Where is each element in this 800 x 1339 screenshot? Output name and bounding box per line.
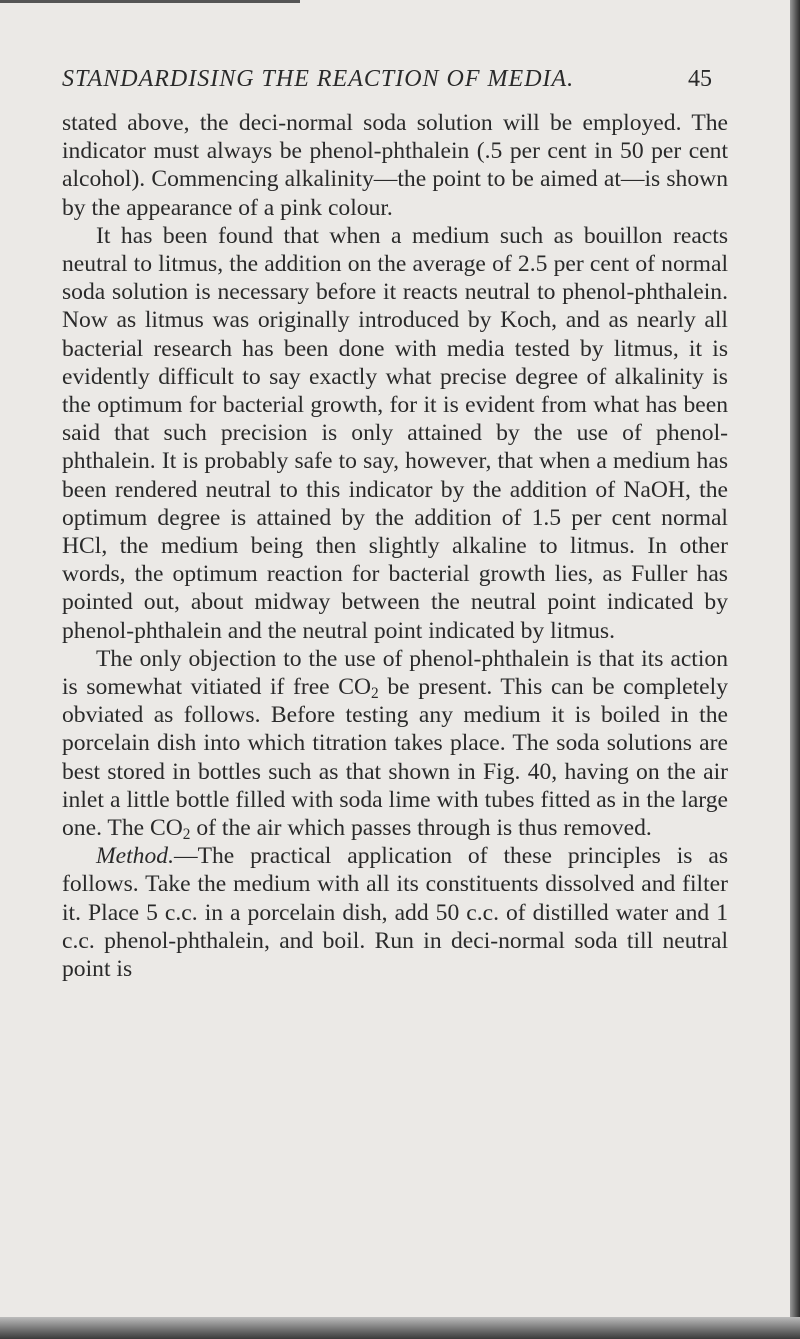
page-header [62, 66, 712, 93]
running-title: STANDARDISING THE REACTION OF MEDIA. [62, 66, 575, 92]
page-number: 45 [688, 66, 712, 92]
paragraph-3 [62, 645, 728, 842]
page-bottom-edge [0, 1317, 800, 1339]
page-top-edge [0, 0, 300, 3]
body-text [62, 109, 728, 983]
book-spine-shadow [790, 0, 800, 1339]
paragraph-1: stated above, the deci-normal soda solution will be employed. The indicator must always be phenol-phthalein (.5 per cent in 50 per cent alcohol). Commencing alkalinity—the point to be aimed at—is shown by the appearance of a pink colour. [62, 110, 728, 221]
paragraph-4 [62, 842, 728, 983]
paragraph-2: It has been found that when a medium such as bouillon reacts neutral to litmus, the addition on the average of 2.5 per cent of normal soda solution is necessary before it reacts neutral to phenol-phthalein. Now as litmus was originally introduced by Koch, and as nearly all bacterial research has been done with media tested by litmus, it is evidently difficult to say exactly what precise degree of alkalinity is the optimum for bacterial growth, for it is evident from what has been said that such precision is only attained by the use of phenol-phthalein. It is probably safe to say, however, that when a medium has been rendered neutral to this indicator by the addition of NaOH, the optimum degree is attained by the addition of 1.5 per cent normal HCl, the medium being then slightly alkaline to litmus. In other words, the optimum reaction for bacterial growth lies, as Fuller has pointed out, about midway between the neutral point indicated by phenol-phthalein and the neutral point indicated by litmus. [62, 222, 728, 644]
paragraph-3-part-a: The only objection to the use of phenol-phthalein is that its action is somewhat vitiated if free CO [62, 645, 728, 701]
method-label: Method. [96, 843, 174, 870]
paragraph-3-part-b: be present. This can be completely obviated as follows. Before testing any medium it is boiled in the porcelain dish into which titration takes place. The soda solutions are best stored in bottles such as that shown in Fig. 40, having on the air inlet a little bottle filled with soda lime with tubes fitted as in the large one. The CO [62, 674, 729, 842]
co2-subscript: 2 [371, 684, 379, 702]
paragraph-3-part-c: of the air which passes through is thus removed. [190, 815, 652, 842]
co2-subscript: 2 [182, 825, 191, 843]
paragraph-4-text: —The practical application of these principles is as follows. Take the medium with all its constituents dissolved and filter it. Place 5 c.c. in a porcelain dish, add 50 c.c. of distilled water and 1 c.c. phenol-phthalein, and boil. Run in deci-normal soda till neutral point is [62, 843, 728, 983]
